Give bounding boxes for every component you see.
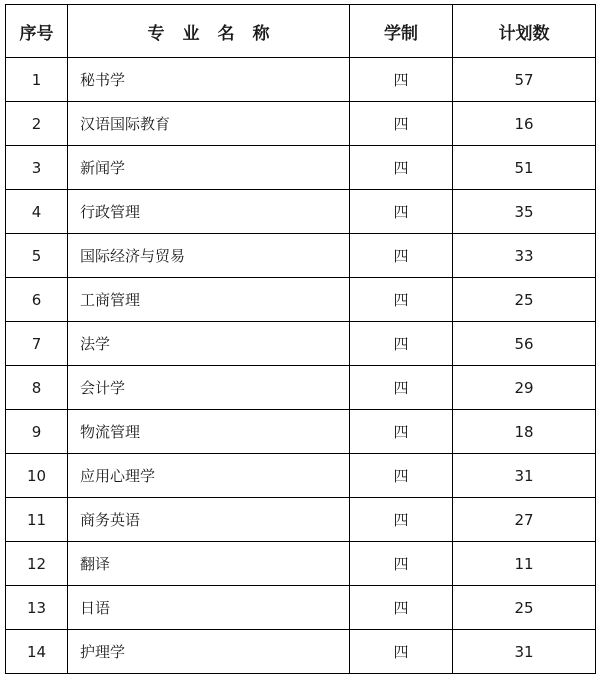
cell-plan-count: 29 [453,366,596,410]
cell-plan-count: 31 [453,630,596,674]
cell-plan-count: 57 [453,58,596,102]
table-row [6,586,596,630]
table-row [6,234,596,278]
cell-duration: 四 [350,454,453,498]
cell-major-name: 商务英语 [68,498,350,542]
cell-duration: 四 [350,190,453,234]
cell-duration: 四 [350,278,453,322]
cell-plan-count: 11 [453,542,596,586]
cell-duration: 四 [350,102,453,146]
cell-plan-count: 27 [453,498,596,542]
table-row [6,190,596,234]
cell-plan-count: 18 [453,410,596,454]
table-row [6,630,596,674]
header-row [6,5,596,58]
cell-major-name: 行政管理 [68,190,350,234]
cell-seq: 6 [6,278,68,322]
enrollment-plan-table [5,4,596,674]
header-major-name-text: 专业名称 [147,23,288,44]
table-row [6,58,596,102]
cell-plan-count: 16 [453,102,596,146]
header-seq: 序号 [6,5,68,58]
header-duration: 学制 [350,5,453,58]
cell-duration: 四 [350,542,453,586]
cell-major-name: 护理学 [68,630,350,674]
cell-duration: 四 [350,322,453,366]
table-row [6,366,596,410]
cell-plan-count: 33 [453,234,596,278]
cell-seq: 13 [6,586,68,630]
table-row [6,322,596,366]
cell-duration: 四 [350,410,453,454]
header-major-name [68,5,350,58]
cell-seq: 12 [6,542,68,586]
table-row [6,410,596,454]
cell-duration: 四 [350,586,453,630]
cell-major-name: 应用心理学 [68,454,350,498]
cell-plan-count: 31 [453,454,596,498]
cell-major-name: 国际经济与贸易 [68,234,350,278]
cell-major-name: 秘书学 [68,58,350,102]
enrollment-plan-table-container [5,4,595,674]
table-body [6,58,596,674]
cell-plan-count: 25 [453,278,596,322]
cell-duration: 四 [350,146,453,190]
cell-seq: 3 [6,146,68,190]
cell-seq: 2 [6,102,68,146]
cell-seq: 7 [6,322,68,366]
cell-seq: 9 [6,410,68,454]
cell-plan-count: 25 [453,586,596,630]
cell-seq: 4 [6,190,68,234]
cell-plan-count: 51 [453,146,596,190]
table-row [6,278,596,322]
cell-plan-count: 56 [453,322,596,366]
cell-duration: 四 [350,58,453,102]
cell-duration: 四 [350,234,453,278]
cell-seq: 1 [6,58,68,102]
cell-seq: 8 [6,366,68,410]
table-row [6,146,596,190]
cell-seq: 11 [6,498,68,542]
table-header [6,5,596,58]
cell-duration: 四 [350,498,453,542]
cell-major-name: 法学 [68,322,350,366]
cell-major-name: 物流管理 [68,410,350,454]
table-row [6,542,596,586]
cell-major-name: 新闻学 [68,146,350,190]
table-row [6,498,596,542]
cell-major-name: 会计学 [68,366,350,410]
cell-plan-count: 35 [453,190,596,234]
cell-duration: 四 [350,630,453,674]
cell-major-name: 汉语国际教育 [68,102,350,146]
header-plan-count: 计划数 [453,5,596,58]
cell-seq: 5 [6,234,68,278]
cell-major-name: 工商管理 [68,278,350,322]
cell-seq: 14 [6,630,68,674]
cell-major-name: 翻译 [68,542,350,586]
cell-duration: 四 [350,366,453,410]
cell-major-name: 日语 [68,586,350,630]
cell-seq: 10 [6,454,68,498]
table-row [6,102,596,146]
table-row [6,454,596,498]
